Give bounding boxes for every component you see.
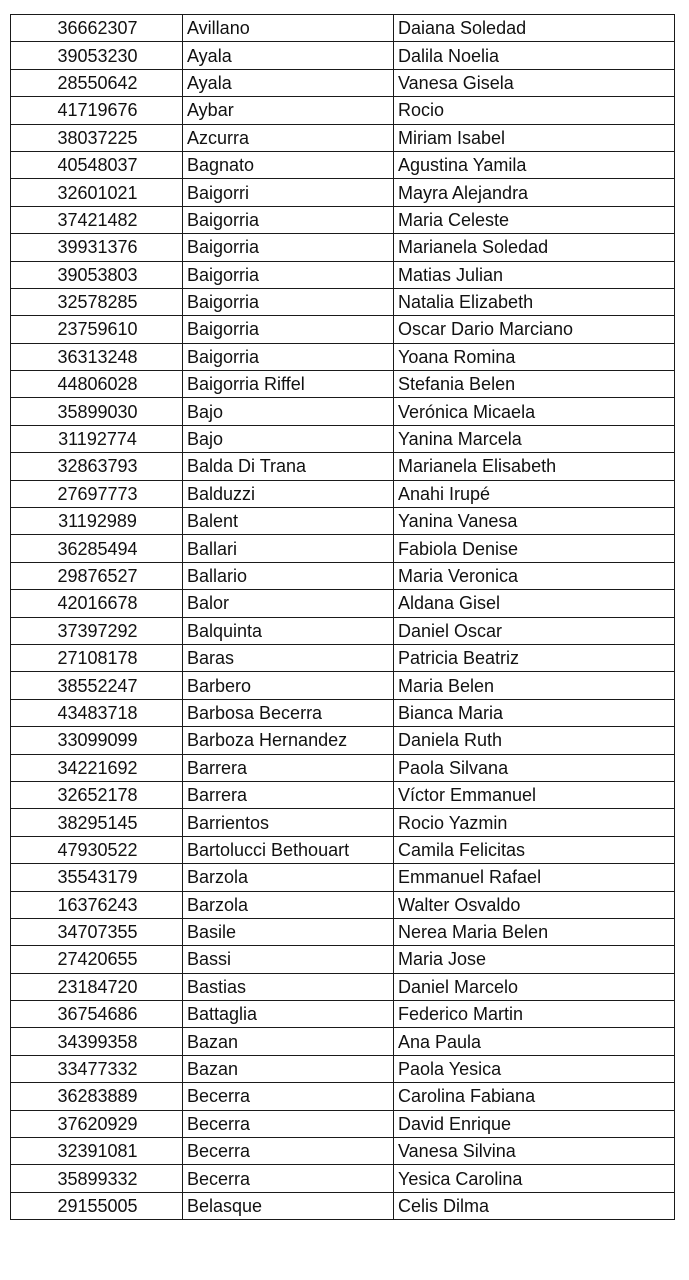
- table-row: [11, 946, 675, 973]
- surname-cell: Baigorria: [183, 343, 394, 370]
- dni-cell: 38037225: [11, 124, 183, 151]
- table-row: [11, 453, 675, 480]
- table-row: [11, 562, 675, 589]
- surname-cell: Baigorria: [183, 206, 394, 233]
- dni-cell: 36313248: [11, 343, 183, 370]
- surname-cell: Barrera: [183, 754, 394, 781]
- dni-cell: 41719676: [11, 97, 183, 124]
- dni-cell: 39053230: [11, 42, 183, 69]
- table-row: [11, 15, 675, 42]
- surname-cell: Baigorria: [183, 261, 394, 288]
- table-row: [11, 864, 675, 891]
- surname-cell: Balda Di Trana: [183, 453, 394, 480]
- dni-cell: 37397292: [11, 617, 183, 644]
- table-row: [11, 261, 675, 288]
- dni-cell: 37620929: [11, 1110, 183, 1137]
- surname-cell: Bartolucci Bethouart: [183, 836, 394, 863]
- table-row: [11, 535, 675, 562]
- dni-cell: 27108178: [11, 644, 183, 671]
- dni-cell: 36283889: [11, 1083, 183, 1110]
- surname-cell: Ayala: [183, 69, 394, 96]
- given-name-cell: Oscar Dario Marciano: [394, 316, 675, 343]
- surname-cell: Bassi: [183, 946, 394, 973]
- table-row: [11, 480, 675, 507]
- dni-cell: 38552247: [11, 672, 183, 699]
- given-name-cell: Agustina Yamila: [394, 151, 675, 178]
- dni-cell: 36285494: [11, 535, 183, 562]
- given-name-cell: Paola Silvana: [394, 754, 675, 781]
- surname-cell: Barrientos: [183, 809, 394, 836]
- dni-cell: 16376243: [11, 891, 183, 918]
- dni-cell: 33099099: [11, 727, 183, 754]
- surname-cell: Baigorri: [183, 179, 394, 206]
- table-row: [11, 151, 675, 178]
- surname-cell: Becerra: [183, 1165, 394, 1192]
- given-name-cell: Marianela Soledad: [394, 234, 675, 261]
- dni-cell: 47930522: [11, 836, 183, 863]
- surname-cell: Baigorria: [183, 288, 394, 315]
- given-name-cell: Carolina Fabiana: [394, 1083, 675, 1110]
- dni-cell: 32863793: [11, 453, 183, 480]
- surname-cell: Bazan: [183, 1055, 394, 1082]
- surname-cell: Barbosa Becerra: [183, 699, 394, 726]
- table-row: [11, 371, 675, 398]
- table-body: [11, 15, 675, 1220]
- table-row: [11, 69, 675, 96]
- surname-cell: Bastias: [183, 973, 394, 1000]
- table-row: [11, 672, 675, 699]
- surname-cell: Baras: [183, 644, 394, 671]
- dni-cell: 29155005: [11, 1192, 183, 1219]
- table-row: [11, 781, 675, 808]
- table-row: [11, 809, 675, 836]
- table-row: [11, 918, 675, 945]
- given-name-cell: Celis Dilma: [394, 1192, 675, 1219]
- dni-cell: 34707355: [11, 918, 183, 945]
- table-row: [11, 398, 675, 425]
- surname-cell: Baigorria Riffel: [183, 371, 394, 398]
- dni-cell: 27420655: [11, 946, 183, 973]
- dni-cell: 35899332: [11, 1165, 183, 1192]
- dni-cell: 27697773: [11, 480, 183, 507]
- table-row: [11, 1138, 675, 1165]
- table-row: [11, 179, 675, 206]
- surname-cell: Ballario: [183, 562, 394, 589]
- dni-cell: 32652178: [11, 781, 183, 808]
- given-name-cell: Rocio Yazmin: [394, 809, 675, 836]
- surname-cell: Barboza Hernandez: [183, 727, 394, 754]
- given-name-cell: Mayra Alejandra: [394, 179, 675, 206]
- table-row: [11, 590, 675, 617]
- dni-cell: 43483718: [11, 699, 183, 726]
- surname-cell: Ballari: [183, 535, 394, 562]
- dni-cell: 35899030: [11, 398, 183, 425]
- given-name-cell: Daniel Oscar: [394, 617, 675, 644]
- given-name-cell: Víctor Emmanuel: [394, 781, 675, 808]
- given-name-cell: David Enrique: [394, 1110, 675, 1137]
- surname-cell: Barzola: [183, 864, 394, 891]
- surname-cell: Battaglia: [183, 1001, 394, 1028]
- surname-cell: Balent: [183, 508, 394, 535]
- given-name-cell: Daniela Ruth: [394, 727, 675, 754]
- table-row: [11, 1083, 675, 1110]
- surname-cell: Balquinta: [183, 617, 394, 644]
- dni-cell: 23184720: [11, 973, 183, 1000]
- surname-cell: Becerra: [183, 1083, 394, 1110]
- given-name-cell: Maria Belen: [394, 672, 675, 699]
- given-name-cell: Camila Felicitas: [394, 836, 675, 863]
- given-name-cell: Yanina Vanesa: [394, 508, 675, 535]
- given-name-cell: Fabiola Denise: [394, 535, 675, 562]
- surname-cell: Ayala: [183, 42, 394, 69]
- given-name-cell: Anahi Irupé: [394, 480, 675, 507]
- surname-cell: Belasque: [183, 1192, 394, 1219]
- surname-cell: Aybar: [183, 97, 394, 124]
- table-row: [11, 97, 675, 124]
- given-name-cell: Maria Jose: [394, 946, 675, 973]
- table-row: [11, 1110, 675, 1137]
- table-row: [11, 343, 675, 370]
- table-row: [11, 234, 675, 261]
- table-row: [11, 206, 675, 233]
- given-name-cell: Marianela Elisabeth: [394, 453, 675, 480]
- table-row: [11, 1001, 675, 1028]
- dni-cell: 34399358: [11, 1028, 183, 1055]
- surname-cell: Barzola: [183, 891, 394, 918]
- given-name-cell: Yoana Romina: [394, 343, 675, 370]
- given-name-cell: Maria Celeste: [394, 206, 675, 233]
- dni-cell: 31192774: [11, 425, 183, 452]
- given-name-cell: Ana Paula: [394, 1028, 675, 1055]
- surname-cell: Balduzzi: [183, 480, 394, 507]
- surname-cell: Baigorria: [183, 316, 394, 343]
- surname-cell: Becerra: [183, 1110, 394, 1137]
- table-row: [11, 508, 675, 535]
- given-name-cell: Yesica Carolina: [394, 1165, 675, 1192]
- table-row: [11, 754, 675, 781]
- dni-cell: 34221692: [11, 754, 183, 781]
- dni-cell: 36662307: [11, 15, 183, 42]
- dni-cell: 32391081: [11, 1138, 183, 1165]
- surname-cell: Barbero: [183, 672, 394, 699]
- given-name-cell: Verónica Micaela: [394, 398, 675, 425]
- given-name-cell: Yanina Marcela: [394, 425, 675, 452]
- dni-cell: 29876527: [11, 562, 183, 589]
- dni-cell: 38295145: [11, 809, 183, 836]
- surname-cell: Bagnato: [183, 151, 394, 178]
- surname-cell: Avillano: [183, 15, 394, 42]
- table-row: [11, 1028, 675, 1055]
- surname-cell: Baigorria: [183, 234, 394, 261]
- table-row: [11, 699, 675, 726]
- table-row: [11, 425, 675, 452]
- dni-cell: 28550642: [11, 69, 183, 96]
- given-name-cell: Matias Julian: [394, 261, 675, 288]
- table-row: [11, 1165, 675, 1192]
- given-name-cell: Daiana Soledad: [394, 15, 675, 42]
- given-name-cell: Stefania Belen: [394, 371, 675, 398]
- given-name-cell: Daniel Marcelo: [394, 973, 675, 1000]
- given-name-cell: Emmanuel Rafael: [394, 864, 675, 891]
- surname-cell: Balor: [183, 590, 394, 617]
- table-row: [11, 836, 675, 863]
- names-table: [10, 14, 675, 1220]
- dni-cell: 39931376: [11, 234, 183, 261]
- dni-cell: 36754686: [11, 1001, 183, 1028]
- table-row: [11, 617, 675, 644]
- table-row: [11, 1055, 675, 1082]
- given-name-cell: Natalia Elizabeth: [394, 288, 675, 315]
- table-row: [11, 288, 675, 315]
- given-name-cell: Maria Veronica: [394, 562, 675, 589]
- given-name-cell: Dalila Noelia: [394, 42, 675, 69]
- dni-cell: 35543179: [11, 864, 183, 891]
- surname-cell: Azcurra: [183, 124, 394, 151]
- dni-cell: 31192989: [11, 508, 183, 535]
- dni-cell: 32578285: [11, 288, 183, 315]
- given-name-cell: Miriam Isabel: [394, 124, 675, 151]
- table-row: [11, 124, 675, 151]
- dni-cell: 32601021: [11, 179, 183, 206]
- surname-cell: Bajo: [183, 398, 394, 425]
- table-row: [11, 891, 675, 918]
- surname-cell: Bazan: [183, 1028, 394, 1055]
- given-name-cell: Federico Martin: [394, 1001, 675, 1028]
- dni-cell: 33477332: [11, 1055, 183, 1082]
- given-name-cell: Rocio: [394, 97, 675, 124]
- given-name-cell: Walter Osvaldo: [394, 891, 675, 918]
- table-row: [11, 316, 675, 343]
- dni-cell: 37421482: [11, 206, 183, 233]
- given-name-cell: Vanesa Gisela: [394, 69, 675, 96]
- dni-cell: 42016678: [11, 590, 183, 617]
- dni-cell: 40548037: [11, 151, 183, 178]
- table-row: [11, 973, 675, 1000]
- surname-cell: Basile: [183, 918, 394, 945]
- given-name-cell: Patricia Beatriz: [394, 644, 675, 671]
- surname-cell: Becerra: [183, 1138, 394, 1165]
- dni-cell: 39053803: [11, 261, 183, 288]
- dni-cell: 44806028: [11, 371, 183, 398]
- given-name-cell: Vanesa Silvina: [394, 1138, 675, 1165]
- given-name-cell: Nerea Maria Belen: [394, 918, 675, 945]
- surname-cell: Bajo: [183, 425, 394, 452]
- given-name-cell: Bianca Maria: [394, 699, 675, 726]
- table-row: [11, 42, 675, 69]
- table-row: [11, 727, 675, 754]
- dni-cell: 23759610: [11, 316, 183, 343]
- table-row: [11, 1192, 675, 1219]
- given-name-cell: Aldana Gisel: [394, 590, 675, 617]
- surname-cell: Barrera: [183, 781, 394, 808]
- table-row: [11, 644, 675, 671]
- given-name-cell: Paola Yesica: [394, 1055, 675, 1082]
